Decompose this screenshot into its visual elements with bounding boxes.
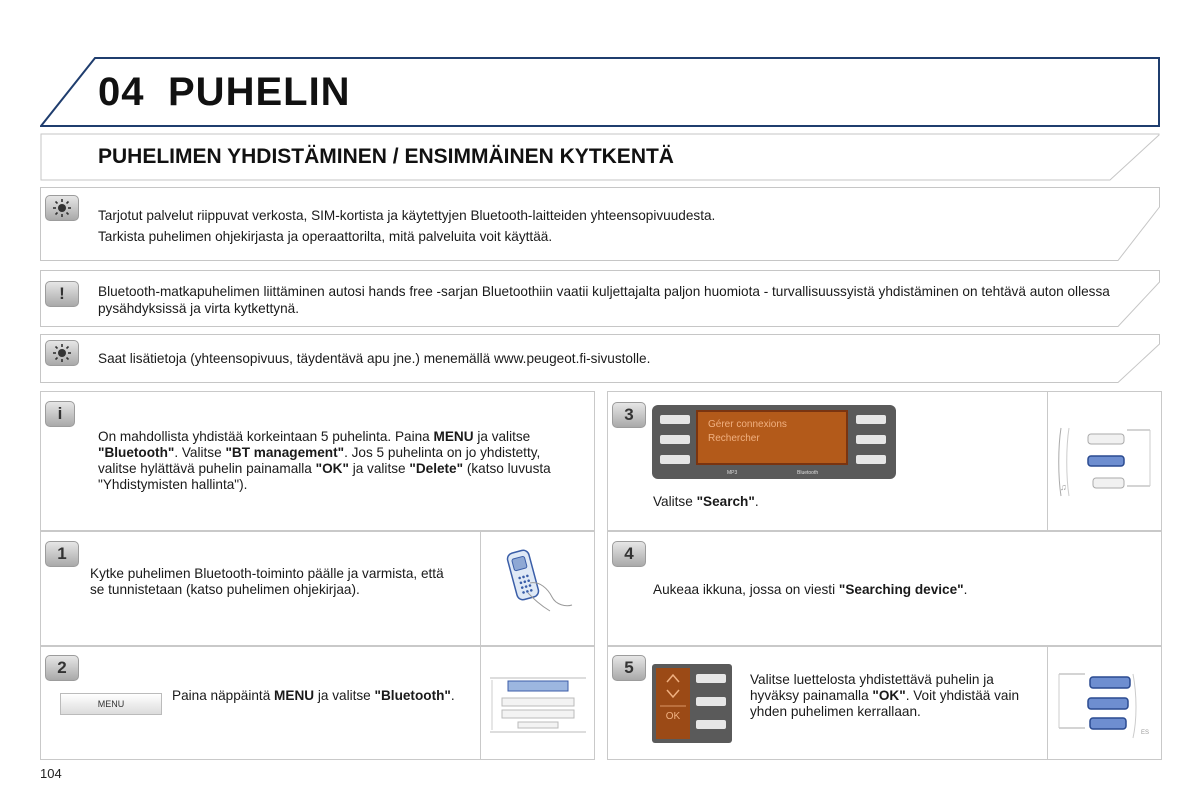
warning-text: Bluetooth-matkapuhelimen liittäminen autosi hands free -sarjan Bluetoothiin vaatii kuljettajalta paljon huomiota - turvallisuussyistä yhdistäminen on tehtävä auton ollessa pysähdyksissä ja virta kytkettynä. [98, 284, 1110, 316]
display-line-2: Rechercher [708, 433, 760, 444]
step-3-text: Valitse "Search". [653, 494, 759, 509]
info-text: On mahdollista yhdistää korkeintaan 5 puhelinta. Paina MENU ja valitse "Bluetooth". Valitse "BT management". Jos 5 puhelinta on jo yhdistetty, valitse hylättävä puhelin painamalla "OK" ja valitse "Delete" (katso luvusta "Yhdistymisten hallinta"). [98, 429, 551, 492]
lightbulb-icon [45, 340, 79, 366]
tip-2-text: Saat lisätietoja (yhteensopivuus, täydentävä apu jne.) menemällä www.peugeot.fi-sivustolle. [98, 351, 651, 366]
svg-text:♫: ♫ [1060, 482, 1067, 492]
chapter-title: PUHELIN [168, 70, 351, 114]
tip-1-line-1: Tarjotut palvelut riippuvat verkosta, SIM-kortista ja käytettyjen Bluetooth-laitteiden yhteensopivuudesta. [98, 208, 716, 223]
chapter-number: 04 [98, 70, 145, 114]
step-2-text: Paina näppäintä MENU ja valitse "Bluetooth". [172, 688, 455, 703]
section-title: PUHELIMEN YHDISTÄMINEN / ENSIMMÄINEN KYTKENTÄ [98, 145, 674, 168]
step-1-text: Kytke puhelimen Bluetooth-toiminto päälle ja varmista, että se tunnistetaan (katso puhelimen ohjekirjaa). [90, 566, 444, 597]
es-label: ES [1141, 730, 1150, 736]
lightbulb-icon [45, 195, 79, 221]
mobile-phone-icon [500, 545, 575, 615]
tip-1-line-2: Tarkista puhelimen ohjekirjasta ja operaattorilta, mitä palveluita voit käyttää. [98, 229, 553, 244]
step-2-badge: 2 [45, 655, 79, 681]
side-buttons-icon [1055, 422, 1155, 502]
page-number: 104 [40, 766, 62, 781]
step-5-text: Valitse luettelosta yhdistettävä puhelin ja hyväksy painamalla "OK". Voit yhdistää vain yhden puhelimen kerrallaan. [750, 672, 1020, 719]
step-5-badge: 5 [612, 655, 646, 681]
display-footer-right: Bluetooth [797, 470, 819, 476]
ok-label: OK [665, 711, 681, 722]
step-1-badge: 1 [45, 541, 79, 567]
display-footer-left: MP3 [727, 470, 738, 476]
step-3-badge: 3 [612, 402, 646, 428]
info-icon: i [45, 401, 75, 427]
step-4-text: Aukeaa ikkuna, jossa on viesti "Searching device". [653, 582, 968, 597]
dashboard-menu-icon [488, 670, 588, 740]
display-line-1: Gérer connexions [708, 419, 787, 430]
step-4-badge: 4 [612, 541, 646, 567]
radio-display-icon [652, 405, 896, 479]
menu-key[interactable]: MENU [60, 693, 162, 715]
side-buttons-icon [1055, 670, 1155, 742]
ok-button-display-icon [652, 664, 732, 743]
exclamation-icon: ! [45, 281, 79, 307]
